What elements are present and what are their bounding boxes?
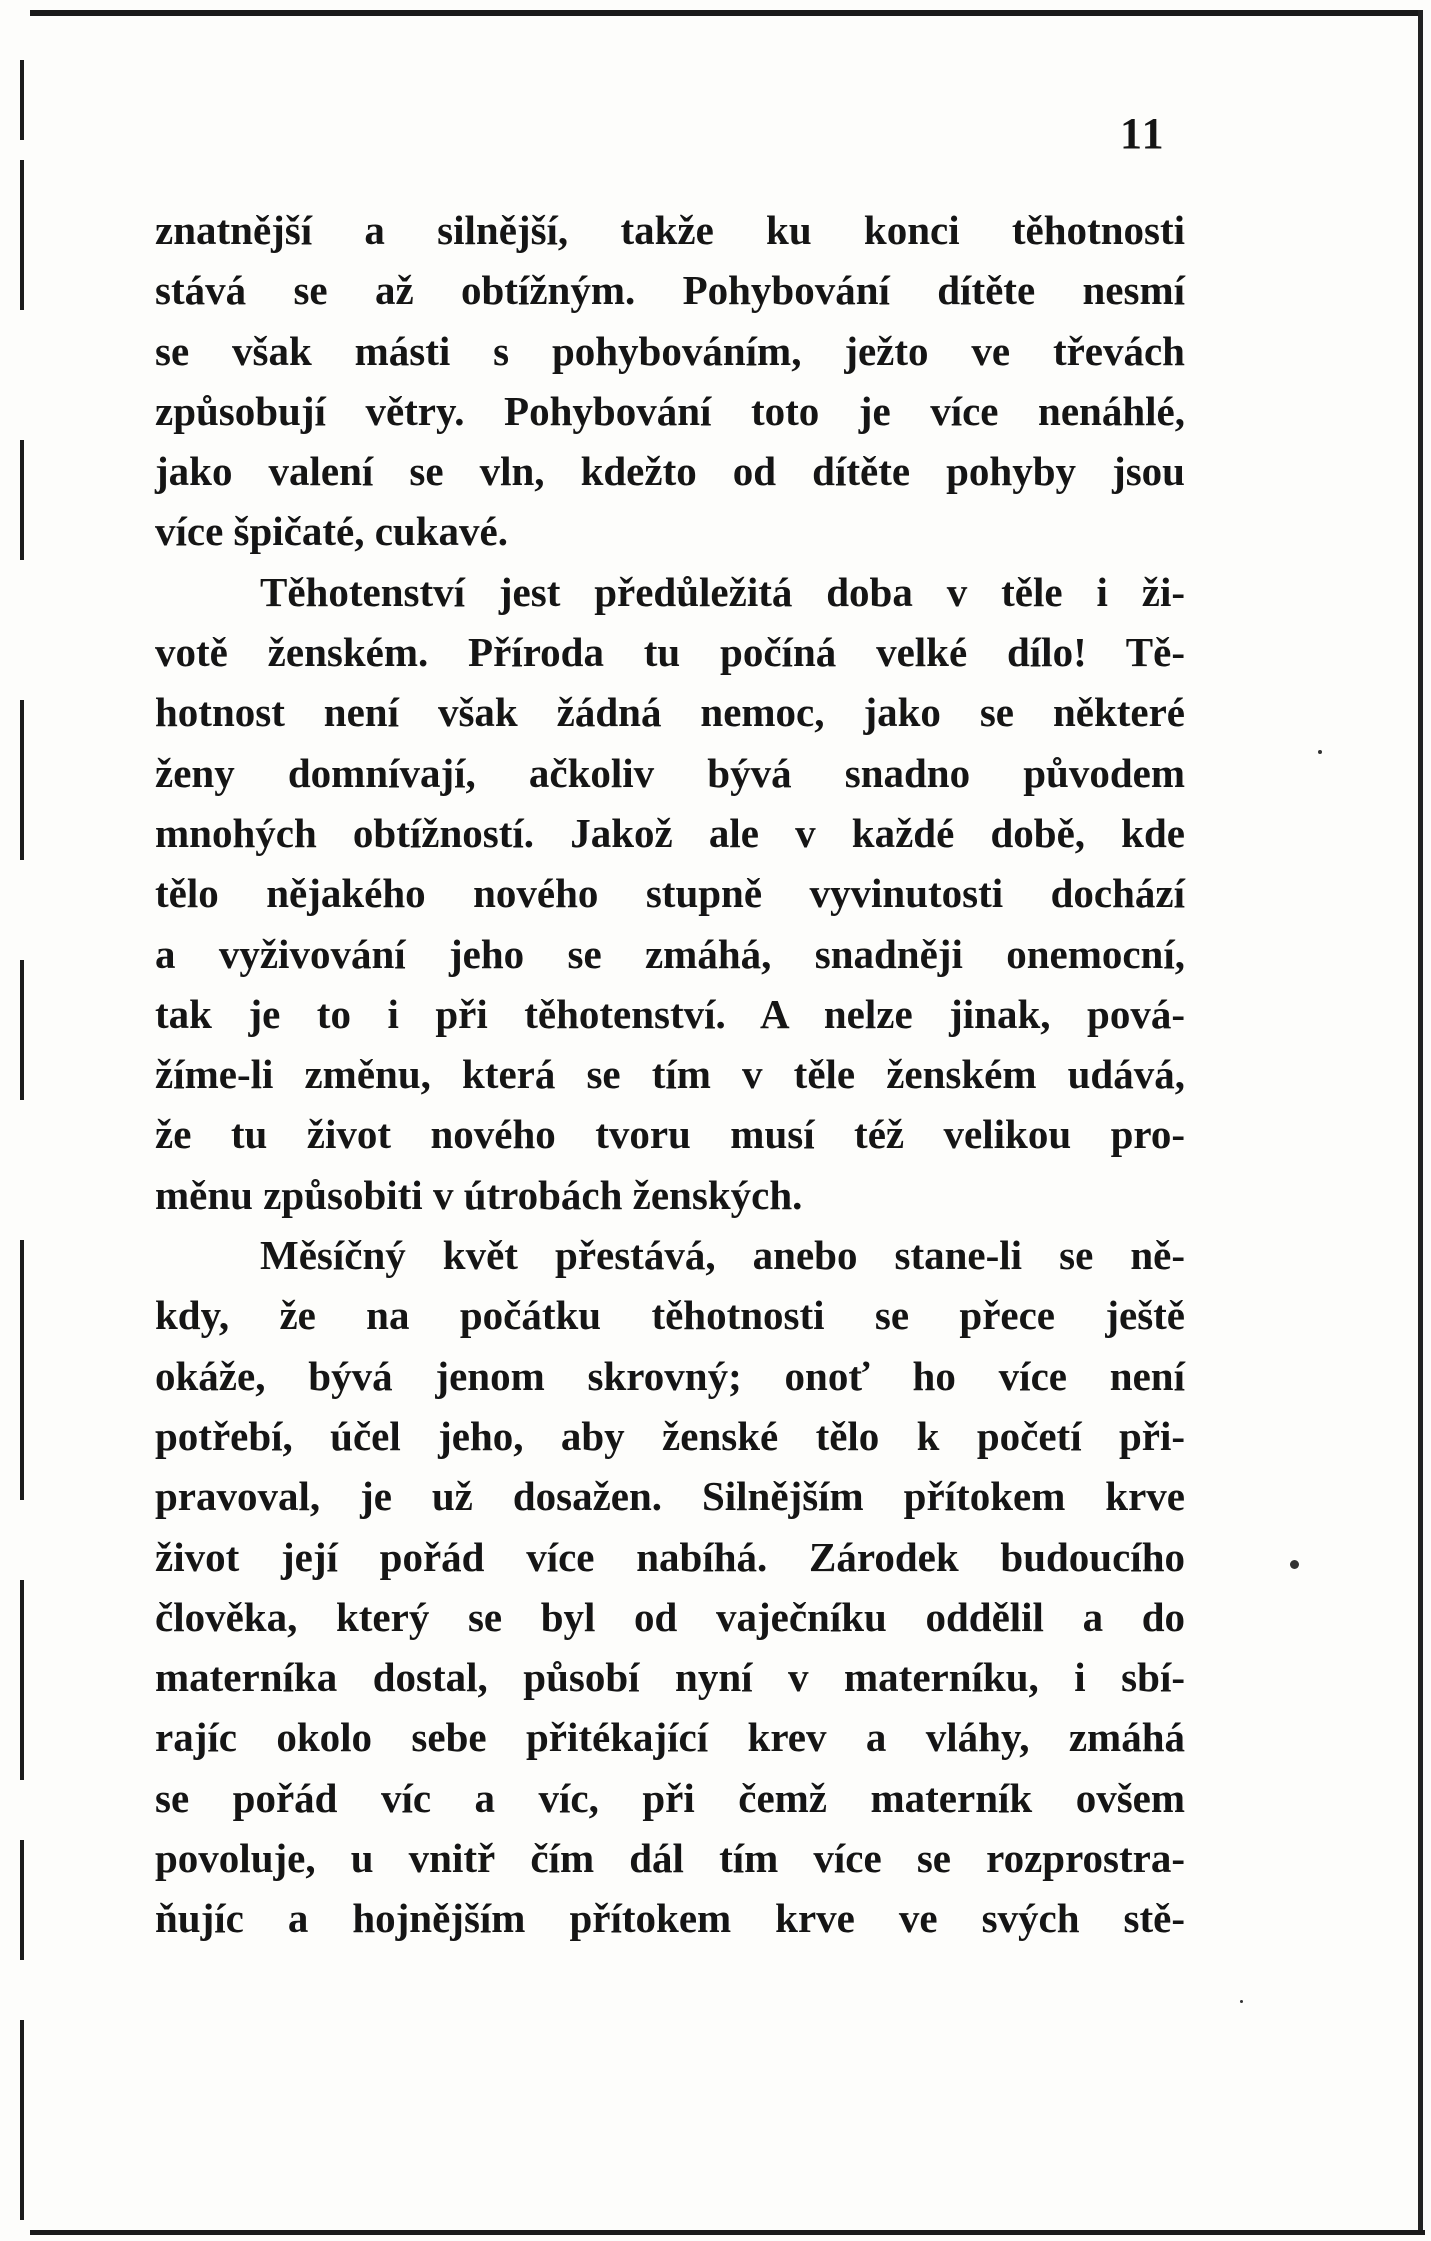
text-line: jako valení se vln, kdežto od dítěte pohyby jsou [155,448,1185,495]
scan-speck [1290,1560,1299,1569]
text-line: stává se až obtížným. Pohybování dítěte nesmí [155,267,1185,314]
text-line: Měsíčný květ přestává, anebo stane-li se ně- [260,1232,1185,1279]
text-line: měnu způsobiti v útrobách ženských. [155,1171,803,1218]
page-edge-right [1418,10,1423,2230]
text-line: tělo nějakého nového stupně vyvinutosti dochází [155,870,1185,917]
binding-spine [14,60,28,2230]
page-edge-bottom [30,2230,1425,2235]
page-edge-top [30,10,1420,16]
text-line: že tu život nového tvoru musí též velikou pro- [155,1111,1185,1158]
text-line: žíme-li změnu, která se tím v těle ženském udává, [155,1051,1185,1098]
text-line: materníka dostal, působí nyní v materníku, i sbí- [155,1654,1185,1701]
text-line: hotnost není však žádná nemoc, jako se některé [155,689,1185,736]
scan-speck [1318,750,1322,754]
text-line: pravoval, je už dosažen. Silnějším přítokem krve [155,1473,1185,1520]
text-line: potřebí, účel jeho, aby ženské tělo k početí při- [155,1412,1185,1459]
text-line: votě ženském. Příroda tu počíná velké dílo! Tě- [155,629,1185,676]
text-line: se pořád víc a víc, při čemž materník ovšem [155,1774,1185,1821]
scan-speck [1240,2000,1243,2003]
text-line: ňujíc a hojnějším přítokem krve ve svých stě- [155,1895,1185,1942]
text-line: mnohých obtížností. Jakož ale v každé době, kde [155,809,1185,856]
text-line: tak je to i při těhotenství. A nelze jinak, pová- [155,990,1185,1037]
text-line: ženy domnívají, ačkoliv bývá snadno původem [155,749,1185,796]
text-line: rajíc okolo sebe přitékající krev a vláhy, zmáhá [155,1714,1185,1761]
text-line: kdy, že na počátku těhotnosti se přece ještě [155,1292,1185,1339]
text-line: znatnější a silnější, takže ku konci těhotnosti [155,207,1185,253]
page-number: 11 [1120,109,1166,158]
text-line: způsobují větry. Pohybování toto je více nenáhlé, [155,387,1185,434]
text-line: více špičaté, cukavé. [155,508,508,555]
body-text [155,200,1185,1949]
text-line: život její pořád více nabíhá. Zárodek budoucího [155,1533,1185,1580]
text-line: a vyživování jeho se zmáhá, snadněji onemocní, [155,930,1185,977]
text-line: Těhotenství jest předůležitá doba v těle i ži- [260,568,1185,615]
text-line: se však másti s pohybováním, ježto ve třevách [155,327,1185,374]
text-line: okáže, bývá jenom skrovný; onoť ho více není [155,1352,1185,1399]
text-line: povoluje, u vnitř čím dál tím více se rozprostra- [155,1835,1185,1882]
text-line: člověka, který se byl od vaječníku oddělil a do [155,1593,1185,1640]
